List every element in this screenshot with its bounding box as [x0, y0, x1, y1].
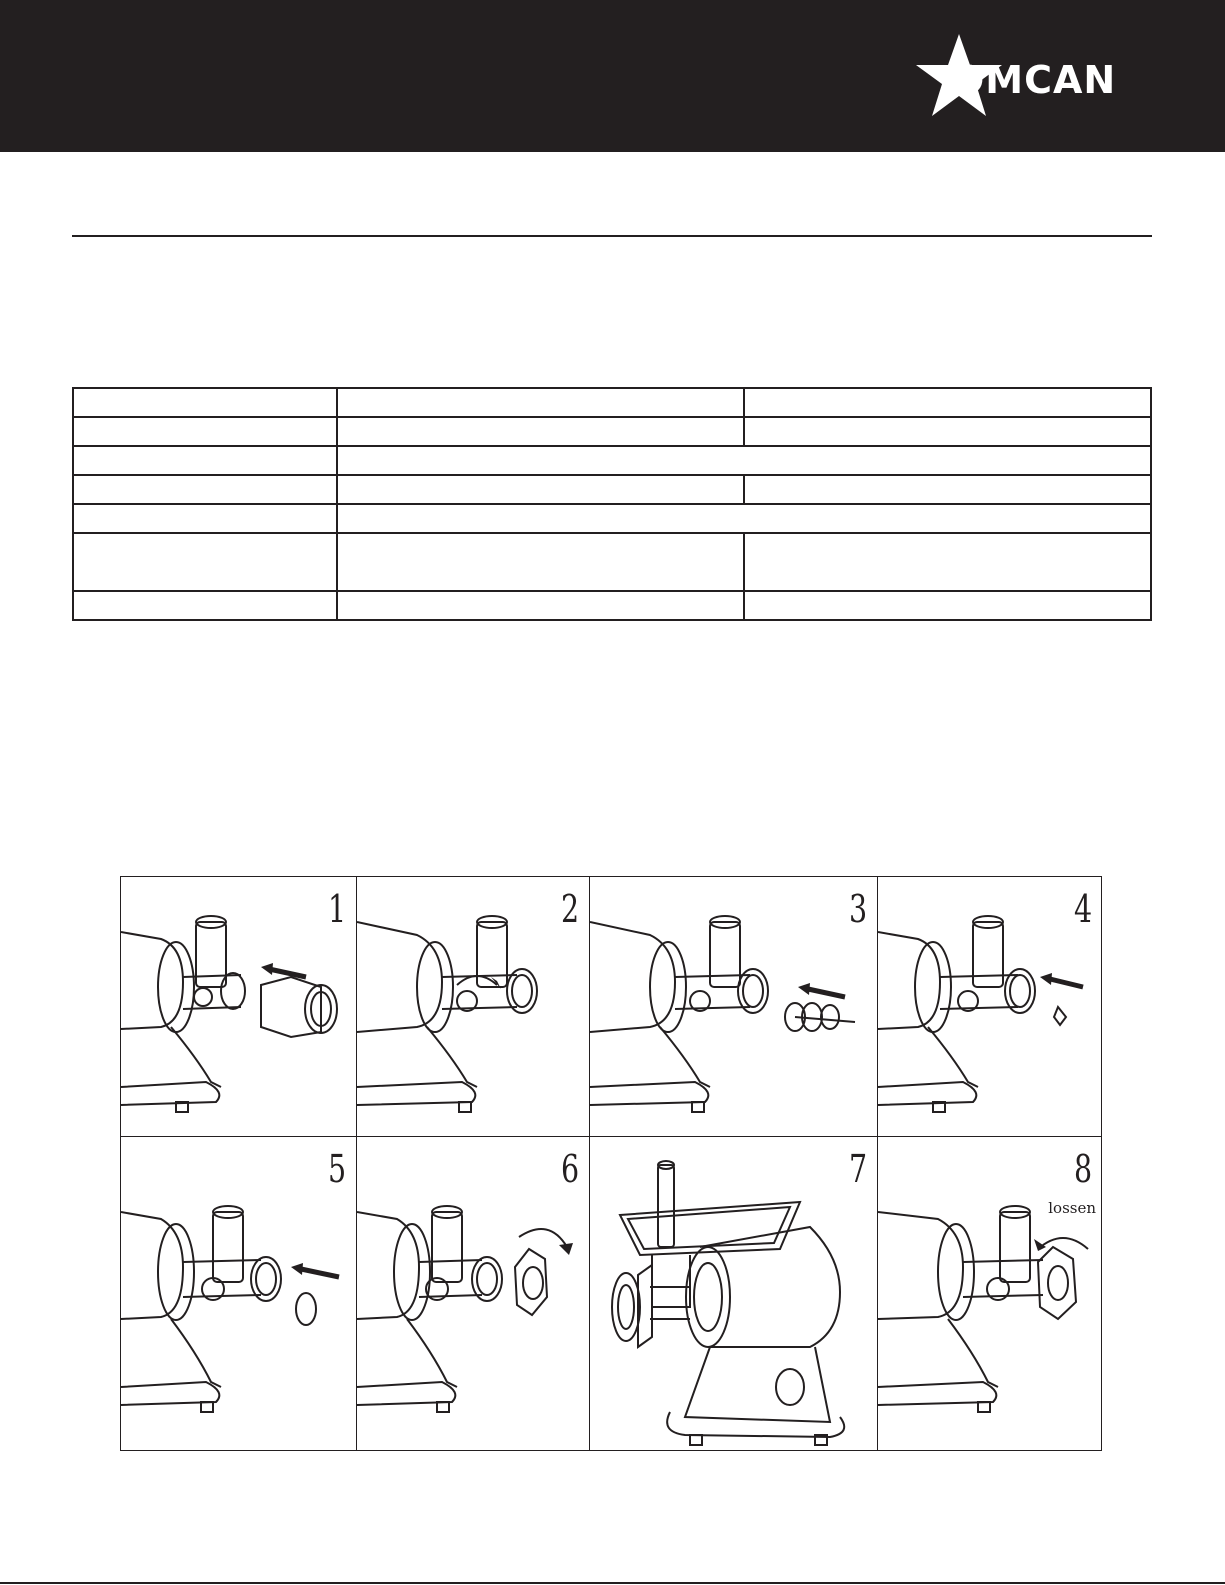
table-row: [73, 591, 1151, 620]
table-cell: [73, 388, 337, 417]
table-row: [73, 504, 1151, 533]
step-panel-5: [121, 1137, 357, 1450]
table-cell: [337, 504, 1151, 533]
step-panel-4: [878, 877, 1102, 1137]
grinder-illustration-icon: [357, 1137, 590, 1450]
table-cell: [73, 591, 337, 620]
step-panel-2: [357, 877, 590, 1137]
step-panel-6: [357, 1137, 590, 1450]
table-row: [73, 388, 1151, 417]
table-cell: [337, 446, 1151, 475]
grinder-illustration-icon: [878, 1137, 1102, 1450]
section-divider: [72, 235, 1152, 237]
table-cell: [337, 591, 744, 620]
table-cell: [73, 504, 337, 533]
step-panel-8: [878, 1137, 1102, 1450]
logo-wordmark: OMCAN: [952, 58, 1117, 102]
step-number: 7: [848, 1147, 867, 1191]
table-cell: [744, 417, 1151, 446]
table-cell: [337, 388, 744, 417]
step-number: 8: [1073, 1147, 1092, 1191]
table-cell: [744, 475, 1151, 504]
table-cell: [73, 446, 337, 475]
footer-divider: [0, 1582, 1225, 1584]
step-number: 2: [560, 887, 579, 931]
step-panel-7: [590, 1137, 878, 1450]
step-number: 1: [327, 887, 346, 931]
omcan-logo: [914, 32, 1154, 122]
step-number: 3: [848, 887, 867, 931]
step-panel-3: [590, 877, 878, 1137]
table-cell: [744, 591, 1151, 620]
table-cell: [337, 533, 744, 591]
step-number: 6: [560, 1147, 579, 1191]
table-row: [73, 533, 1151, 591]
step-label: lossen: [1048, 1199, 1096, 1217]
table-cell: [73, 417, 337, 446]
grinder-illustration-icon: [590, 877, 878, 1137]
step-panel-1: [121, 877, 357, 1137]
specification-table: [72, 387, 1152, 621]
step-number: 5: [327, 1147, 346, 1191]
grinder-illustration-icon: [121, 1137, 357, 1450]
grinder-illustration-icon: [590, 1137, 878, 1450]
table-cell: [73, 533, 337, 591]
grinder-illustration-icon: [121, 877, 357, 1137]
table-cell: [73, 475, 337, 504]
table-row: [73, 417, 1151, 446]
grinder-illustration-icon: [357, 877, 590, 1137]
table-cell: [337, 475, 744, 504]
table-cell: [744, 533, 1151, 591]
table-row: [73, 446, 1151, 475]
grinder-illustration-icon: [878, 877, 1102, 1137]
assembly-steps-grid: [120, 876, 1102, 1451]
table-row: [73, 475, 1151, 504]
header-bar: [0, 0, 1225, 152]
table-cell: [744, 388, 1151, 417]
table-cell: [337, 417, 744, 446]
step-number: 4: [1073, 887, 1092, 931]
